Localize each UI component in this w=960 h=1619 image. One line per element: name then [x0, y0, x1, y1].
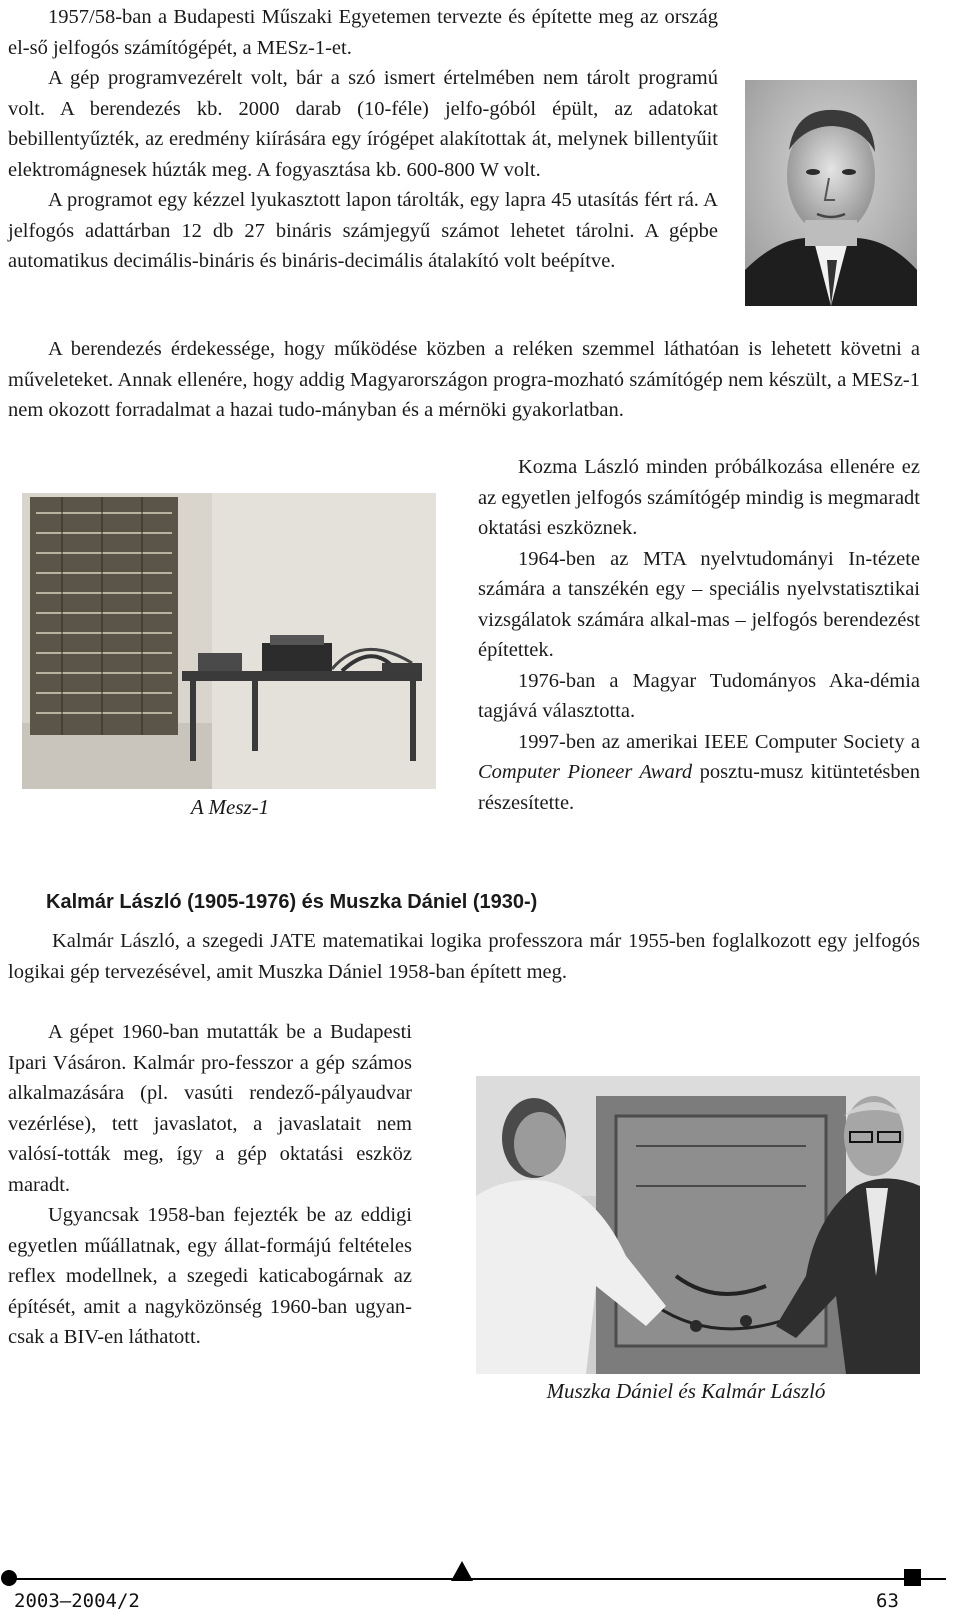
- kozma-paragraph-4: [478, 727, 920, 819]
- kozma-p4-after: posztu-musz kitüntetésben részesítette.: [478, 761, 920, 814]
- muszka-kalmar-photo: [476, 1076, 920, 1374]
- section-heading: Kalmár László (1905-1976) és Muszka Dániel (1930-): [46, 891, 538, 913]
- kalmar-text-column: [8, 1017, 412, 1353]
- footer-rule: [8, 1578, 946, 1580]
- kalmar-paragraph-3: Ugyancsak 1958-ban fejezték be az eddigi egyetlen műállatnak, egy állat-formájú feltételes reflex modellnek, a szegedi katicabogárnak az építését, amit a nagyközönség 1960-ban ugyan-csak a BIV-en láthatott.: [8, 1204, 412, 1348]
- kalmar-paragraph-1: Kalmár László, a szegedi JATE matematikai logika professzora már 1955-ben foglalkozott egy jelfogós logikai gép tervezésével, amit Muszka Dániel 1958-ban épített meg.: [8, 930, 920, 983]
- intro-paragraph-1: 1957/58-ban a Budapesti Műszaki Egyetemen tervezte és építette meg az ország el-ső jelfogós számítógépét, a MESz-1-et.: [8, 6, 718, 59]
- intro-text-top: [8, 2, 718, 277]
- mesz-1-photo: [22, 493, 436, 789]
- intro-paragraph-2: A gép programvezérelt volt, bár a szó ismert értelmében nem tárolt programú volt. A berendezés kb. 2000 darab (10-féle) jelfo-góból épült, az adatokat bebillentyűzték, az eredmény kiírására egy írógépet alakítottak át, melynek billentyűit elektromágnesek húzták meg. A fogyasztása kb. 600-800 W volt.: [8, 67, 718, 181]
- kozma-paragraph-2: 1964-ben az MTA nyelvtudományi In-tézete számára a tanszékén egy – speciális nyelvstatisztikai vizsgálatok számára alkal-mas – jelfogós berendezést építettek.: [478, 547, 920, 661]
- portrait-image: [745, 80, 917, 306]
- intro-text-full: [8, 334, 920, 426]
- kozma-paragraph-3: 1976-ban a Magyar Tudományos Aka-démia tagjává választotta.: [478, 669, 920, 722]
- kalmar-text-full: [8, 926, 920, 987]
- footer-triangle-icon: [451, 1561, 473, 1581]
- intro-paragraph-4: A berendezés érdekessége, hogy működése közben a reléken szemmel láthatóan is lehetett követni a műveleteket. Annak ellenére, hogy addig Magyarországon progra-mozható számítógép nem készült, a MESz-1 nem okozott forradalmat a hazai tudo-mányban és a mérnöki gyakorlatban.: [8, 338, 920, 421]
- kozma-paragraph-1: Kozma László minden próbálkozása ellenére ez az egyetlen jelfogós számítógép mindig is megmaradt oktatási eszköznek.: [478, 456, 920, 539]
- kozma-p4-before: 1997-ben az amerikai IEEE Computer Society a: [518, 730, 920, 753]
- footer-right-square-icon: [904, 1569, 921, 1586]
- intro-paragraph-3: A programot egy kézzel lyukasztott lapon tárolták, egy lapra 45 utasítás fért rá. A jelfogós adattárban 12 db 27 bináris számjegyű számot lehetet tárolni. A gépbe automatikus decimális-bináris és bináris-decimális átalakító volt beépítve.: [8, 189, 718, 272]
- muszka-kalmar-image: [476, 1076, 920, 1374]
- kozma-text: [478, 452, 920, 818]
- kalmar-paragraph-2: A gépet 1960-ban mutatták be a Budapesti Ipari Vásáron. Kalmár pro-fesszor a gép számos alkalmazására (pl. vasúti rendező-pályaudvar vezérlése), tett javaslatot, a javaslatait nem valósí-tották meg, így a gép oktatási eszköz maradt.: [8, 1021, 412, 1196]
- footer-issue: 2003–2004/2: [14, 1590, 140, 1612]
- footer-page-number: 63: [876, 1590, 899, 1612]
- mesz-1-image: [22, 493, 436, 789]
- mesz-1-caption: A Mesz-1: [190, 795, 270, 819]
- portrait-photo: [745, 80, 917, 306]
- award-name: Computer Pioneer Award: [478, 761, 693, 783]
- muszka-kalmar-caption: Muszka Dániel és Kalmár László: [546, 1379, 826, 1403]
